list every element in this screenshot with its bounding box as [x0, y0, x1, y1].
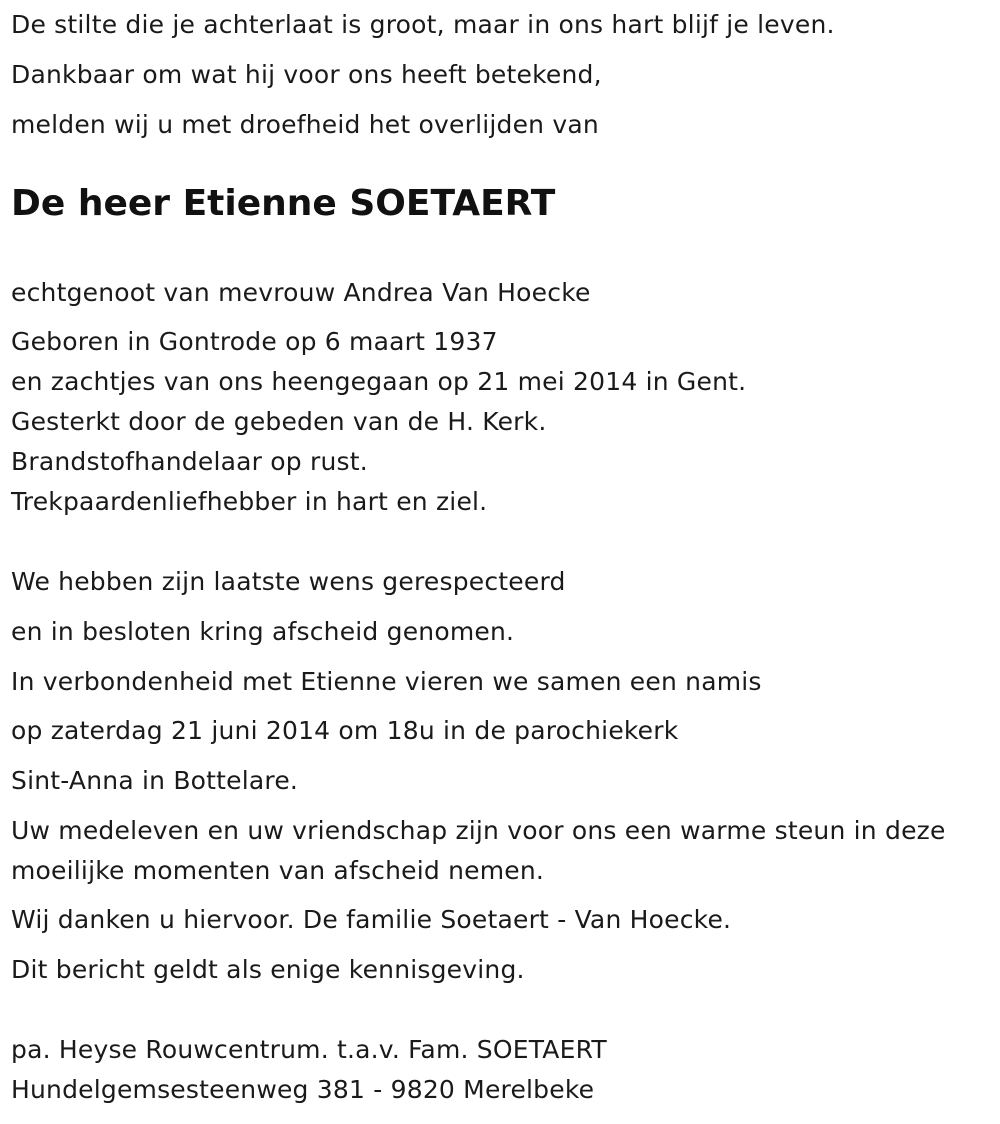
intro-line-2: Dankbaar om wat hij voor ons heeft betekend, [11, 60, 602, 89]
announcement-line-5: Sint-Anna in Bottelare. [11, 766, 299, 795]
church-line: Gesterkt door de gebeden van de H. Kerk. [11, 407, 547, 436]
intro-line-3: melden wij u met droefheid het overlijden van [11, 110, 599, 139]
announcement-line-4: op zaterdag 21 juni 2014 om 18u in de parochiekerk [11, 716, 679, 745]
address-line-2: Hundelgemsesteenweg 381 - 9820 Merelbeke [11, 1075, 595, 1104]
hobby-line: Trekpaardenliefhebber in hart en ziel. [11, 487, 488, 516]
intro-line-1: De stilte die je achterlaat is groot, maar in ons hart blijf je leven. [11, 10, 835, 39]
condolence-paragraph: Uw medeleven en uw vriendschap zijn voor ons een warme steun in deze moeilijke momenten van afscheid nemen. [11, 816, 946, 885]
death-line: en zachtjes van ons heengegaan op 21 mei 2014 in Gent. [11, 367, 747, 396]
birth-line: Geboren in Gontrode op 6 maart 1937 [11, 327, 498, 356]
announcement-line-3: In verbondenheid met Etienne vieren we samen een namis [11, 667, 762, 696]
notice-line: Dit bericht geldt als enige kennisgeving. [11, 955, 525, 984]
announcement-line-2: en in besloten kring afscheid genomen. [11, 617, 515, 646]
deceased-name: De heer Etienne SOETAERT [11, 183, 556, 224]
spouse-line: echtgenoot van mevrouw Andrea Van Hoecke [11, 278, 591, 307]
profession-line: Brandstofhandelaar op rust. [11, 447, 368, 476]
announcement-line-1: We hebben zijn laatste wens gerespecteerd [11, 567, 566, 596]
thanks-line: Wij danken u hiervoor. De familie Soetaert - Van Hoecke. [11, 905, 732, 934]
address-line-1: pa. Heyse Rouwcentrum. t.a.v. Fam. SOETAERT [11, 1035, 607, 1064]
